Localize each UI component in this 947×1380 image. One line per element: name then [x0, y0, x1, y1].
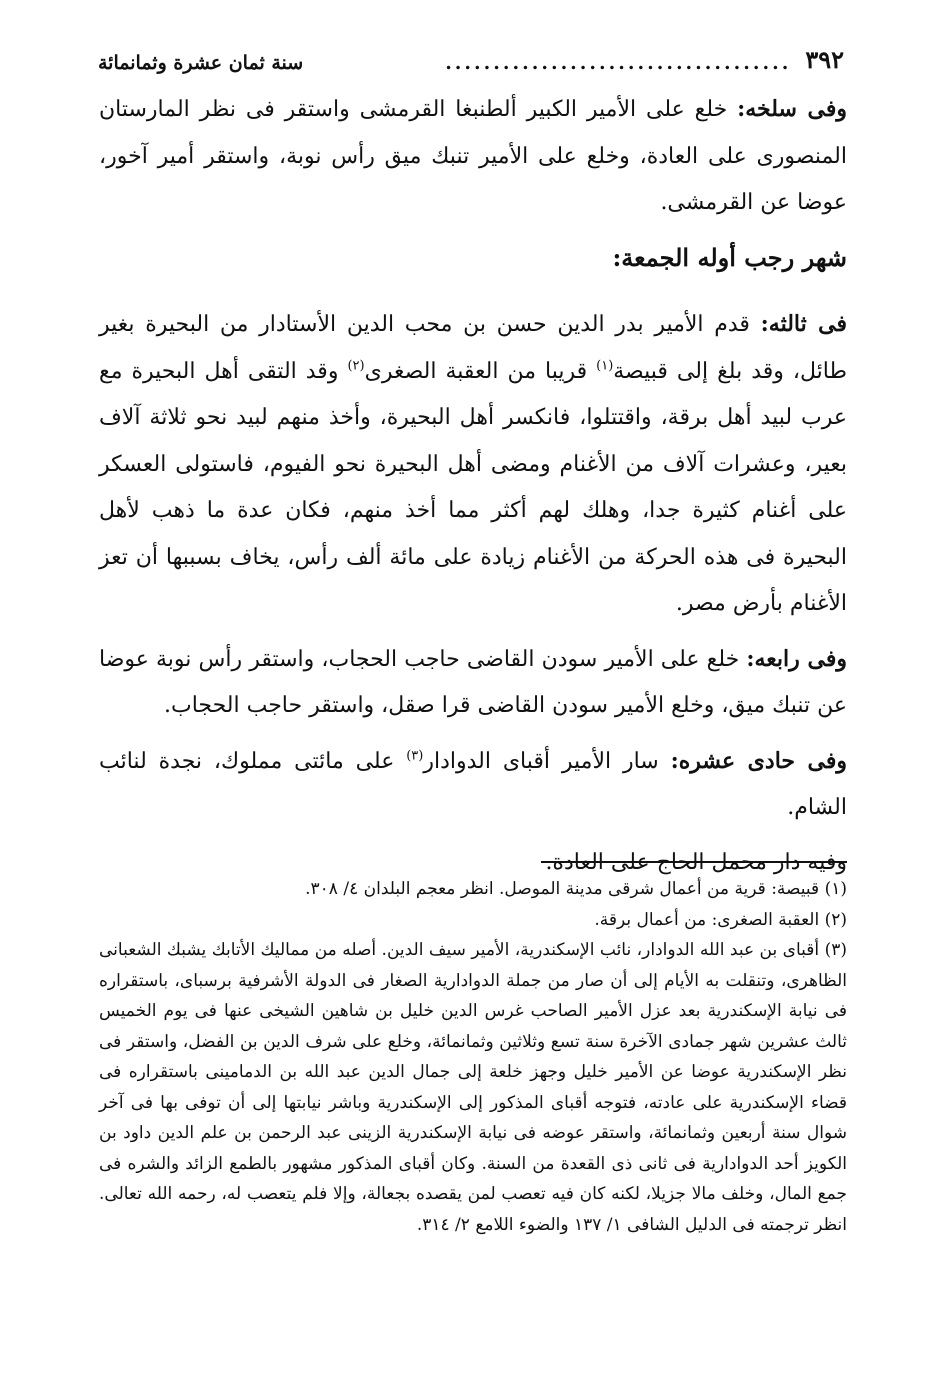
paragraph-third [99, 301, 847, 628]
paragraph-lead: وفى حادى عشره: [670, 747, 848, 774]
running-header [98, 38, 844, 74]
paragraph-eleventh [99, 738, 847, 832]
header-leader-dots: .................................... [445, 52, 792, 74]
main-text [99, 86, 847, 894]
footnote-ref-1: (١) [596, 358, 614, 374]
paragraph-end-of-month [99, 86, 847, 227]
footnote-1: (١) قبيصة: قرية من أعمال شرقى مدينة الموصل. انظر معجم البلدان ٤/ ٣٠٨. [305, 879, 847, 899]
paragraph-text: قدم الأمير بدر الدين حسن بن محب الدين الأستادار من البحيرة بغير طائل، وقد بلغ إلى قبيصة [99, 312, 847, 384]
paragraph-text: قريبا من العقبة الصغرى [364, 358, 597, 384]
running-title: سنة ثمان عشرة وثمانمائة [98, 52, 304, 74]
footnotes [99, 874, 847, 1240]
paragraph-fourth [99, 636, 847, 730]
paragraph-text: وفيه دار محمل الحاج على العادة. [545, 849, 847, 875]
paragraph-lead: وفى سلخه: [737, 96, 847, 122]
paragraph-text: خلع على الأمير الكبير ألطنبغا القرمشى واستقر فى نظر المارستان المنصورى على العادة، وخلع على الأمير تنبك ميق رأس نوبة، واستقر أمير آخور، عوضا عن القرمشى. [99, 97, 847, 215]
footnote-3: (٣) أقباى بن عبد الله الدوادار، نائب الإسكندرية، الأمير سيف الدين. أصله من مماليك الأتابك يشبك الشعبانى الظاهرى، وتنقلت به الأيام إلى أن صار من جملة الدوادارية الصغار فى الدولة الأشرفية برسباى، باستقراره فى نيابة الإسكندرية بعد عزل الأمير الصاحب غرس الدين خليل بن شاهين الشيخى عنها فى يوم الخميس ثالث عشرين شهر جمادى الآخرة سنة تسع وثلاثين وثمانمائة، وخلع على شرف الدين بن الفضل، واستقر فى نظر الإسكندرية عوضا عن الأمير خليل وجهز خلعة إلى جمال الدين عبد الله بن الدمامينى باستقراره فى قضاء الإسكندرية على عادته، فتوجه أقباى المذكور إلى الإسكندرية وباشر نيابتها إلى أن توفى بها فى آخر شوال سنة أربعين وثمانمائة، واستقر عوضه فى نيابة الإسكندرية الزينى عبد الرحمن بن علم الدين داود بن الكويز أحد الدوادارية فى ثانى ذى القعدة من السنة. وكان أقباى المذكور مشهور بالطمع الزائد والشره فى جمع المال، وخلف مالا جزيلا، لكنه كان فيه تعصب لمن يقصده بجعالة، وإلا فلم يتعصب له، رحمه الله تعالى. انظر ترجمته فى الدليل الشافى ١/ ١٣٧ والضوء اللامع ٢/ ٣١٤. [99, 940, 847, 1235]
month-heading: شهر رجب أوله الجمعة: [612, 242, 847, 272]
paragraph-text: خلع على الأمير سودن القاضى حاجب الحجاب، واستقر رأس نوبة عوضا عن تنبك ميق، وخلع الأمير سودن القاضى قرا صقل، واستقر حاجب الحجاب. [99, 646, 847, 718]
footnote-separator [541, 861, 847, 863]
paragraph-text: وقد التقى أهل البحيرة مع عرب لبيد أهل برقة، واقتتلوا، فانكسر أهل البحيرة، وأخذ منهم لبيد نحو ثلاثة آلاف بعير، وعشرات آلاف من الأغنام ومضى أهل البحيرة نحو الفيوم، فاستولى العسكر على أغنام كثيرة جدا، وهلك لهم أكثر مما أخذ منهم، فكان عدة ما ذهب لأهل البحيرة فى هذه الحركة من الأغنام زيادة على مائة ألف رأس، يخاف بسببها أن تعز الأغنام بأرض مصر. [99, 358, 847, 616]
footnote-ref-2: (٢) [347, 358, 365, 374]
page-number: ٣٩٢ [805, 45, 844, 74]
paragraph-lead: وفى رابعه: [746, 645, 847, 672]
paragraph-text: سار الأمير أقباى الدوادار [423, 748, 671, 774]
footnote-2: (٢) العقبة الصغرى: من أعمال برقة. [594, 909, 847, 930]
paragraph-lead: فى ثالثه: [760, 311, 847, 337]
paragraph-text: على مائتى مملوك، نجدة لنائب الشام. [99, 748, 847, 820]
footnote-ref-3: (٣) [406, 748, 424, 764]
